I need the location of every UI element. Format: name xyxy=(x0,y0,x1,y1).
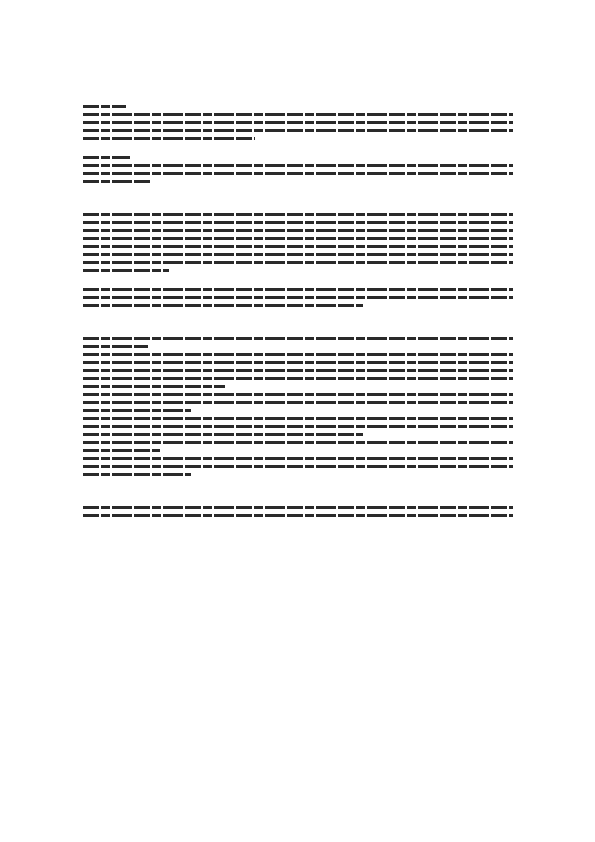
text-line xyxy=(83,506,513,509)
text-line xyxy=(83,221,513,224)
text-line xyxy=(83,172,513,175)
text-line xyxy=(83,441,513,444)
text-line xyxy=(83,385,225,388)
text-line xyxy=(83,433,363,436)
text-line xyxy=(83,129,513,132)
text-line xyxy=(83,449,160,452)
paragraph-6 xyxy=(83,353,513,388)
text-line xyxy=(83,514,513,517)
text-line xyxy=(83,229,513,232)
block-spacer xyxy=(83,188,513,208)
text-line xyxy=(83,425,513,428)
text-line xyxy=(83,213,513,216)
text-line xyxy=(83,121,513,124)
text-line xyxy=(83,164,513,167)
text-line xyxy=(83,288,513,291)
text-line xyxy=(83,253,513,256)
text-line xyxy=(83,180,152,183)
paragraph-8 xyxy=(83,417,513,436)
text-line xyxy=(83,361,513,364)
block-spacer xyxy=(83,312,513,332)
text-line xyxy=(83,113,513,116)
text-line xyxy=(83,237,513,240)
text-line xyxy=(83,377,513,380)
paragraph-9 xyxy=(83,441,513,452)
text-line xyxy=(83,105,126,108)
text-line xyxy=(83,156,130,159)
block-spacer xyxy=(83,481,513,501)
text-line xyxy=(83,465,513,468)
paragraph-11 xyxy=(83,506,513,517)
section-heading-2 xyxy=(83,156,513,159)
section-heading-1 xyxy=(83,105,513,108)
paragraph-4 xyxy=(83,288,513,307)
paragraph-10 xyxy=(83,457,513,476)
text-line xyxy=(83,353,513,356)
text-line xyxy=(83,137,255,140)
text-line xyxy=(83,457,513,460)
text-line xyxy=(83,245,513,248)
text-line xyxy=(83,261,513,264)
block-spacer xyxy=(83,277,513,283)
text-line xyxy=(83,337,513,340)
text-line xyxy=(83,269,169,272)
text-line xyxy=(83,417,513,420)
text-line xyxy=(83,369,513,372)
text-line xyxy=(83,345,148,348)
paragraph-1 xyxy=(83,113,513,140)
paragraph-5 xyxy=(83,337,513,348)
text-line xyxy=(83,401,513,404)
text-line xyxy=(83,296,513,299)
text-line xyxy=(83,393,513,396)
paragraph-7 xyxy=(83,393,513,412)
text-line xyxy=(83,473,191,476)
text-line xyxy=(83,304,363,307)
document-body xyxy=(83,100,513,522)
text-line xyxy=(83,409,191,412)
paragraph-2 xyxy=(83,164,513,183)
block-spacer xyxy=(83,145,513,151)
paragraph-3 xyxy=(83,213,513,272)
